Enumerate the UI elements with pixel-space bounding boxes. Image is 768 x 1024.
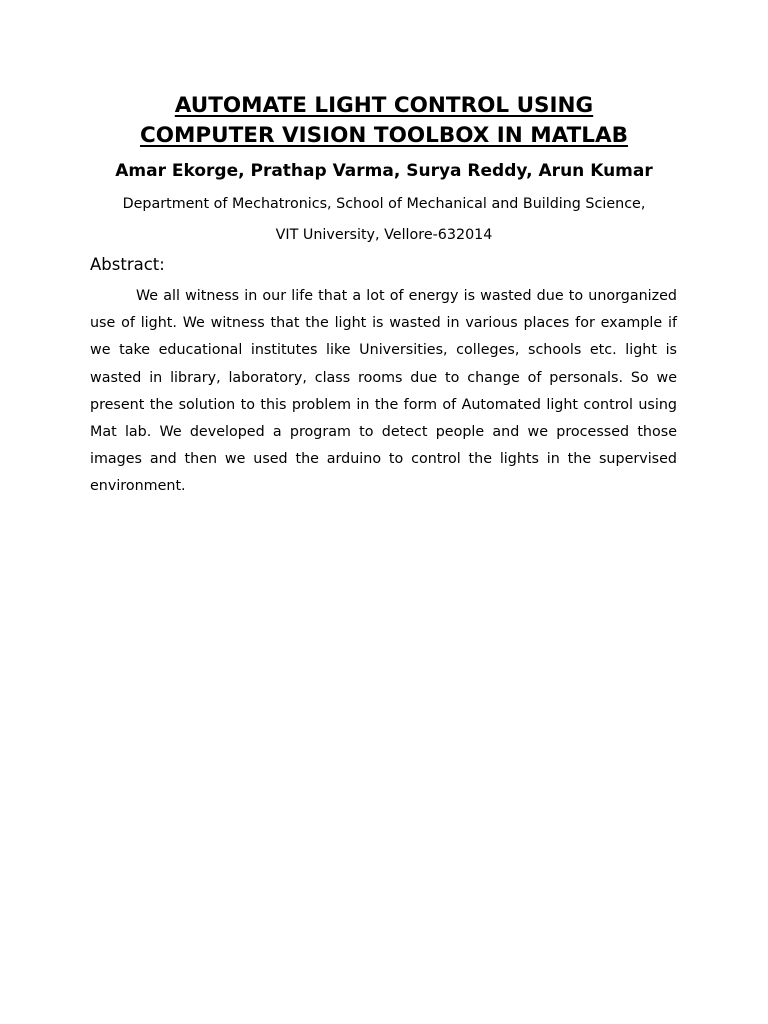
abstract-heading: Abstract: bbox=[90, 255, 165, 274]
affiliation-line-1: Department of Mechatronics, School of Mechanical and Building Science, bbox=[122, 196, 646, 212]
author-list: Amar Ekorge, Prathap Varma, Surya Reddy, Arun Kumar bbox=[115, 161, 653, 181]
paper-title-line-1: AUTOMATE LIGHT CONTROL USING bbox=[174, 93, 594, 118]
paper-title-line-2: COMPUTER VISION TOOLBOX IN MATLAB bbox=[139, 123, 629, 148]
affiliation-line-2: VIT University, Vellore-632014 bbox=[275, 227, 493, 243]
abstract-paragraph: We all witness in our life that a lot of energy is wasted due to unorganized use of light. We witness that the light is wasted in various places for example if we take educational institutes like Universities, colleges, schools etc. light is wasted in library, laboratory, class rooms due to change of personals. So we present the solution to this problem in the form of Automated light control using Mat lab. We developed a program to detect people and we processed those images and then we used the arduino to control the lights in the supervised environment. bbox=[90, 288, 677, 495]
